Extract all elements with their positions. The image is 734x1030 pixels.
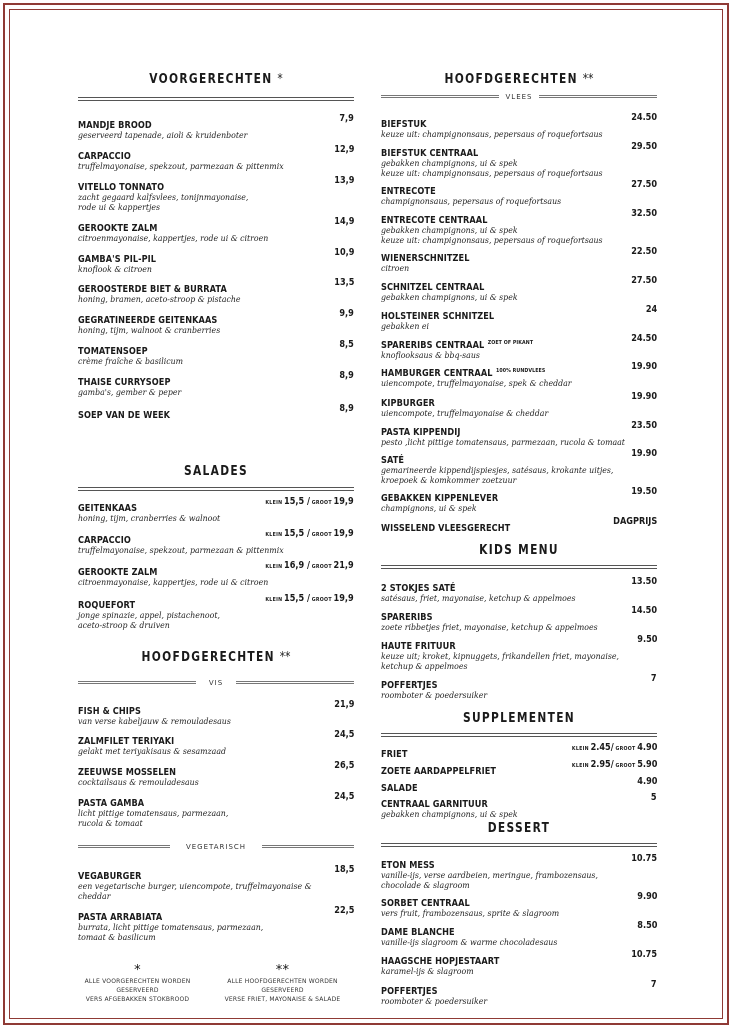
section-title-text: SUPPLEMENTEN <box>462 711 576 726</box>
item-price: 22,5 <box>333 905 354 916</box>
item-tag: ZOET OF PIKANT <box>487 340 534 346</box>
item-name: WIENERSCHNITZEL <box>381 253 470 264</box>
item-name: ZOETE AARDAPPELFRIET <box>381 766 497 777</box>
item-name: GEITENKAAS <box>78 503 138 514</box>
item-price: 10,9 <box>333 247 354 258</box>
item-price: 8.50 <box>636 920 657 931</box>
item-name: CENTRAAL GARNITUUR <box>381 799 488 810</box>
item-price-klein-groot <box>570 759 657 772</box>
item-description: roomboter & poedersuiker <box>381 997 488 1007</box>
menu-item <box>78 403 354 422</box>
price-groot: 21,9 <box>333 560 354 571</box>
subheading-vegetarisch <box>78 842 354 852</box>
item-description: cocktailsaus & remouladesaus <box>78 778 199 788</box>
menu-item <box>381 304 657 333</box>
price-klein: 2.95/ <box>590 759 614 770</box>
menu-item <box>381 853 657 891</box>
item-name: CARPACCIO <box>78 535 131 546</box>
item-name: ENTRECOTE <box>381 186 436 197</box>
item-price: 23.50 <box>631 420 657 431</box>
item-name: HAAGSCHE HOPJESTAART <box>381 956 500 967</box>
menu-item <box>78 699 354 728</box>
menu-item <box>381 634 657 672</box>
item-name: ZEEUWSE MOSSELEN <box>78 767 177 778</box>
menu-item <box>78 496 354 525</box>
item-description: gebakken champignons, ui & spek <box>381 226 518 236</box>
item-name: PASTA KIPPENDIJ <box>381 427 461 438</box>
item-price: 19.90 <box>631 361 657 372</box>
item-price: 22.50 <box>631 246 657 257</box>
size-label-groot: GROOT <box>312 532 333 538</box>
item-name: HOLSTEINER SCHNITZEL <box>381 311 495 322</box>
size-label-groot: GROOT <box>312 564 333 570</box>
item-name: PASTA ARRABIATA <box>78 912 163 923</box>
item-name: FISH & CHIPS <box>78 706 141 717</box>
item-name: MANDJE BROOD <box>78 120 152 131</box>
item-description: keuze uit: champignonsaus, pepersaus of roquefortsaus <box>381 130 603 140</box>
footnote-line: ALLE VOORGERECHTEN WORDEN GESERVEERD <box>84 978 191 994</box>
section-title-supplementen <box>406 711 632 726</box>
item-description: keuze uit: champignonsaus, pepersaus of roquefortsaus <box>381 235 603 246</box>
menu-item <box>78 216 354 245</box>
star-marker: ** <box>279 650 291 665</box>
size-label-groot: GROOT <box>312 500 333 506</box>
item-description: honing, bramen, aceto-stroop & pistache <box>78 295 241 305</box>
divider <box>236 681 354 684</box>
section-title-text: DESSERT <box>487 821 551 836</box>
item-price: 9,9 <box>339 308 354 319</box>
size-label-klein: KLEIN <box>571 746 589 752</box>
item-price: 27.50 <box>631 275 657 286</box>
menu-item <box>381 979 657 1008</box>
price-groot: 19,9 <box>333 496 354 507</box>
item-price: 14,9 <box>333 216 354 227</box>
item-price: 24,5 <box>333 729 354 740</box>
item-name: GAMBA'S PIL-PIL <box>78 254 157 265</box>
item-name: SPARERIBS CENTRAAL $^{ZOET OF PIKANT}$ <box>381 340 534 351</box>
item-price: 13.50 <box>631 576 657 587</box>
item-price: 7 <box>651 673 657 684</box>
item-description: truffelmayonaise, spekzout, parmezaan & pittenmix <box>78 162 284 172</box>
item-description: knoflook & citroen <box>78 265 152 275</box>
menu-item <box>381 141 657 179</box>
item-price: 29.50 <box>631 141 657 152</box>
item-price: 19.90 <box>631 448 657 459</box>
menu-item <box>381 891 657 920</box>
menu-item <box>78 791 354 829</box>
item-description: gebakken champignons, ui & spek <box>381 293 518 303</box>
item-price-klein-groot <box>570 742 657 755</box>
item-description: citroenmayonaise, kappertjes, rode ui & citroen <box>78 234 269 244</box>
item-description: satésaus, friet, mayonaise, ketchup & appelmoes <box>381 594 576 604</box>
item-price-klein-groot <box>264 560 354 573</box>
item-description: knoflooksaus & bbq-saus <box>381 351 480 361</box>
menu-item <box>78 760 354 789</box>
asterisk-icon: ** <box>275 963 290 978</box>
price-groot: 5.90 <box>636 759 657 770</box>
subheading-label: VLEES <box>505 93 533 101</box>
size-label-klein: KLEIN <box>571 763 589 769</box>
item-name: GEBAKKEN KIPPENLEVER <box>381 493 499 504</box>
item-price: 24,5 <box>333 791 354 802</box>
menu-item <box>381 949 657 978</box>
item-name: BIEFSTUK CENTRAAL <box>381 148 479 159</box>
item-name: ROQUEFORT <box>78 600 136 611</box>
item-price: 26,5 <box>333 760 354 771</box>
item-description: tomaat & basilicum <box>78 932 156 943</box>
section-title-voorgerechten <box>103 72 329 87</box>
item-price: 32.50 <box>631 208 657 219</box>
item-description: aceto-stroop & druiven <box>78 620 170 631</box>
subheading-vlees <box>381 92 657 102</box>
item-description: gebakken ei <box>381 322 430 332</box>
item-description: rode ui & kappertjes <box>78 202 161 213</box>
item-description: gebakken champignons, ui & spek <box>381 810 518 820</box>
item-description: citroenmayonaise, kappertjes, rode ui & citroen <box>78 578 269 588</box>
menu-item <box>78 905 354 943</box>
item-description: van verse kabeljauw & remouladesaus <box>78 717 231 727</box>
item-name: ETON MESS <box>381 860 435 871</box>
item-name: SPARERIBS <box>381 612 433 623</box>
item-description: chocolade & slagroom <box>381 880 470 891</box>
size-label-groot: GROOT <box>615 763 636 769</box>
item-price-klein-groot <box>264 496 354 509</box>
item-description: champignonsaus, pepersaus of roquefortsaus <box>381 197 562 207</box>
item-name: SORBET CENTRAAL <box>381 898 470 909</box>
item-price: 8,9 <box>339 403 354 414</box>
price-klein: 2.45/ <box>590 742 614 753</box>
divider <box>78 97 354 101</box>
item-name: WISSELEND VLEESGERECHT <box>381 523 511 534</box>
item-price: 13,9 <box>333 175 354 186</box>
item-description: zacht gegaard kalfsvlees, tonijnmayonaise, <box>78 193 249 203</box>
item-price: 13,5 <box>333 277 354 288</box>
menu-item <box>78 864 354 902</box>
item-description: rucola & tomaat <box>78 818 143 829</box>
divider <box>78 487 354 491</box>
size-label-klein: KLEIN <box>265 564 283 570</box>
item-description: gelakt met teriyakisaus & sesamzaad <box>78 747 227 757</box>
item-price: 10.75 <box>631 853 657 864</box>
menu-item <box>381 576 657 605</box>
section-title-text: HOOFDGERECHTEN <box>444 72 578 87</box>
item-description: uiencompote, truffelmayonaise & cheddar <box>381 409 549 419</box>
item-description: karamel-ijs & slagroom <box>381 967 474 977</box>
item-name: KIPBURGER <box>381 398 435 409</box>
menu-item <box>78 729 354 758</box>
item-price: 9.90 <box>636 891 657 902</box>
item-price: 24.50 <box>631 333 657 344</box>
item-price: 5 <box>651 792 657 803</box>
size-label-klein: KLEIN <box>265 532 283 538</box>
item-description: kroepoek & komkommer zoetzuur <box>381 475 517 486</box>
divider <box>539 95 657 98</box>
section-title-kids-menu <box>406 543 632 558</box>
item-price: 9.50 <box>636 634 657 645</box>
item-price: 14.50 <box>631 605 657 616</box>
asterisk-icon: * <box>134 963 141 978</box>
item-description: truffelmayonaise, spekzout, parmezaan & pittenmix <box>78 546 284 556</box>
item-name: CARPACCIO <box>78 151 131 162</box>
item-price-klein-groot <box>264 528 354 541</box>
price-groot: 19,9 <box>333 593 354 604</box>
item-price: 12,9 <box>333 144 354 155</box>
item-price: 24.50 <box>631 112 657 123</box>
item-price-klein-groot <box>264 593 354 606</box>
item-description: gemarineerde kippendijspiesjes, satésaus, krokante uitjes, <box>381 466 614 476</box>
section-title-hoofdgerechten-vis <box>103 650 329 665</box>
item-description: roomboter & poedersuiker <box>381 691 488 701</box>
item-name: TOMATENSOEP <box>78 346 148 357</box>
price-klein: 15,5 / <box>284 528 311 539</box>
item-price: 19.90 <box>631 391 657 402</box>
menu-item <box>78 308 354 337</box>
item-name: POFFERTJES <box>381 986 438 997</box>
item-description: een vegetarische burger, uiencompote, truffelmayonaise & <box>78 882 312 892</box>
item-description: vers fruit, frambozensaus, sprite & slagroom <box>381 909 560 919</box>
footnote-voorgerechten <box>70 965 205 1004</box>
item-name: GEROOSTERDE BIET & BURRATA <box>78 284 227 295</box>
section-title-dessert <box>406 821 632 836</box>
item-price: 27.50 <box>631 179 657 190</box>
item-description: geserveerd tapenade, aioli & kruidenboter <box>78 131 248 141</box>
menu-item <box>78 175 354 213</box>
section-title-text: VOORGERECHTEN <box>149 72 273 87</box>
star-marker: ** <box>582 72 594 87</box>
subheading-vis <box>78 678 354 688</box>
menu-item <box>78 247 354 276</box>
item-price: 18,5 <box>333 864 354 875</box>
menu-item <box>381 112 657 141</box>
menu-item <box>381 605 657 634</box>
price-klein: 16,9 / <box>284 560 311 571</box>
section-title-text: HOOFDGERECHTEN <box>141 650 275 665</box>
menu-item <box>78 370 354 399</box>
item-price: 8,9 <box>339 370 354 381</box>
item-description: burrata, licht pittige tomatensaus, parmezaan, <box>78 923 264 933</box>
menu-item <box>381 391 657 420</box>
item-description: crème fraîche & basilicum <box>78 357 184 367</box>
menu-item <box>381 920 657 949</box>
item-description: uiencompote, truffelmayonaise, spek & cheddar <box>381 379 572 389</box>
item-description: citroen <box>381 264 410 274</box>
item-name: SOEP VAN DE WEEK <box>78 410 171 421</box>
menu-item <box>381 448 657 486</box>
item-name: FRIET <box>381 749 408 760</box>
item-name: THAISE CURRYSOEP <box>78 377 171 388</box>
item-description: keuze uit: champignonsaus, pepersaus of roquefortsaus <box>381 168 603 179</box>
size-label-groot: GROOT <box>312 597 333 603</box>
section-title-salades <box>103 464 329 479</box>
item-name: SALADE <box>381 783 418 794</box>
divider <box>381 565 657 569</box>
item-description: gamba's, gember & peper <box>78 388 182 398</box>
menu-item <box>381 179 657 208</box>
menu-item <box>78 339 354 368</box>
item-description: cheddar <box>78 891 111 902</box>
item-name: HAMBURGER CENTRAAL $^{100\% RUNDVLEES}$ <box>381 368 546 379</box>
item-price: 8,5 <box>339 339 354 350</box>
menu-item <box>381 420 657 449</box>
menu-item <box>78 277 354 306</box>
item-price: DAGPRIJS <box>612 516 657 527</box>
menu-item <box>381 246 657 275</box>
item-name: GEROOKTE ZALM <box>78 223 158 234</box>
divider <box>262 845 354 848</box>
footnote-line: VERS AFGEBAKKEN STOKBROOD <box>85 996 190 1003</box>
item-description: honing, tijm, walnoot & cranberries <box>78 326 221 336</box>
menu-item <box>381 516 657 535</box>
star-marker: * <box>277 72 283 87</box>
item-description: zoete ribbetjes friet, mayonaise, ketchup & appelmoes <box>381 623 598 633</box>
menu-item <box>381 275 657 304</box>
item-name: POFFERTJES <box>381 680 438 691</box>
size-label-groot: GROOT <box>615 746 636 752</box>
menu-item <box>78 144 354 173</box>
item-description: keuze uit; kroket, kipnuggets, frikandellen friet, mayonaise, <box>381 652 619 662</box>
item-name: BIEFSTUK <box>381 119 427 130</box>
divider <box>381 733 657 737</box>
item-price: 19.50 <box>631 486 657 497</box>
menu-item <box>381 333 657 362</box>
item-name: DAME BLANCHE <box>381 927 455 938</box>
item-description: gebakken champignons, ui & spek <box>381 159 518 169</box>
item-description: pesto ,licht pittige tomatensaus, parmezaan, rucola & tomaat <box>381 438 625 448</box>
menu-item <box>78 560 354 589</box>
item-name: HAUTE FRITUUR <box>381 641 456 652</box>
item-price: 7,9 <box>339 113 354 124</box>
item-name: SCHNITZEL CENTRAAL <box>381 282 485 293</box>
item-tag: 100% RUNDVLEES <box>495 368 546 374</box>
item-name: VEGABURGER <box>78 871 142 882</box>
item-name: PASTA GAMBA <box>78 798 145 809</box>
item-price: 7 <box>651 979 657 990</box>
menu-item <box>381 208 657 246</box>
price-klein: 15,5 / <box>284 593 311 604</box>
item-name: VITELLO TONNATO <box>78 182 165 193</box>
footnote-line: VERSE FRIET, MAYONAISE & SALADE <box>224 996 341 1003</box>
item-name: GEGRATINEERDE GEITENKAAS <box>78 315 218 326</box>
item-name: SATÉ <box>381 455 405 466</box>
item-price: 10.75 <box>631 949 657 960</box>
subheading-label: VEGETARISCH <box>185 843 247 851</box>
price-groot: 19,9 <box>333 528 354 539</box>
section-title-text: KIDS MENU <box>479 543 559 558</box>
section-title-hoofdgerechten-vlees <box>406 72 632 87</box>
section-title-text: SALADES <box>184 464 248 479</box>
item-description: vanille-ijs, verse aardbeien, meringue, frambozensaus, <box>381 871 598 881</box>
size-label-klein: KLEIN <box>265 597 283 603</box>
footnote-hoofdgerechten <box>215 965 350 1004</box>
item-description: honing, tijm, cranberries & walnoot <box>78 514 221 524</box>
item-price: 4.90 <box>636 776 657 787</box>
item-description: ketchup & appelmoes <box>381 661 468 672</box>
menu-item <box>381 673 657 702</box>
menu-item <box>78 113 354 142</box>
item-description: champignons, ui & spek <box>381 504 477 514</box>
item-name: ZALMFILET TERIYAKI <box>78 736 175 747</box>
item-name: 2 STOKJES SATÉ <box>381 583 456 594</box>
menu-item <box>381 486 657 515</box>
item-description: licht pittige tomatensaus, parmezaan, <box>78 809 229 819</box>
price-groot: 4.90 <box>636 742 657 753</box>
item-description: jonge spinazie, appel, pistachenoot, <box>78 611 220 621</box>
menu-item <box>78 528 354 557</box>
size-label-klein: KLEIN <box>265 500 283 506</box>
item-name: ENTRECOTE CENTRAAL <box>381 215 488 226</box>
subheading-label: VIS <box>208 679 224 687</box>
menu-item <box>381 361 657 390</box>
item-price: 21,9 <box>333 699 354 710</box>
price-klein: 15,5 / <box>284 496 311 507</box>
menu-item <box>381 792 657 821</box>
footnote-line: ALLE HOOFDGERECHTEN WORDEN GESERVEERD <box>227 978 338 994</box>
item-price: 24 <box>645 304 657 315</box>
item-description: vanille-ijs slagroom & warme chocoladesaus <box>381 938 558 948</box>
menu-item <box>78 593 354 631</box>
divider <box>381 843 657 847</box>
item-name: GEROOKTE ZALM <box>78 567 158 578</box>
